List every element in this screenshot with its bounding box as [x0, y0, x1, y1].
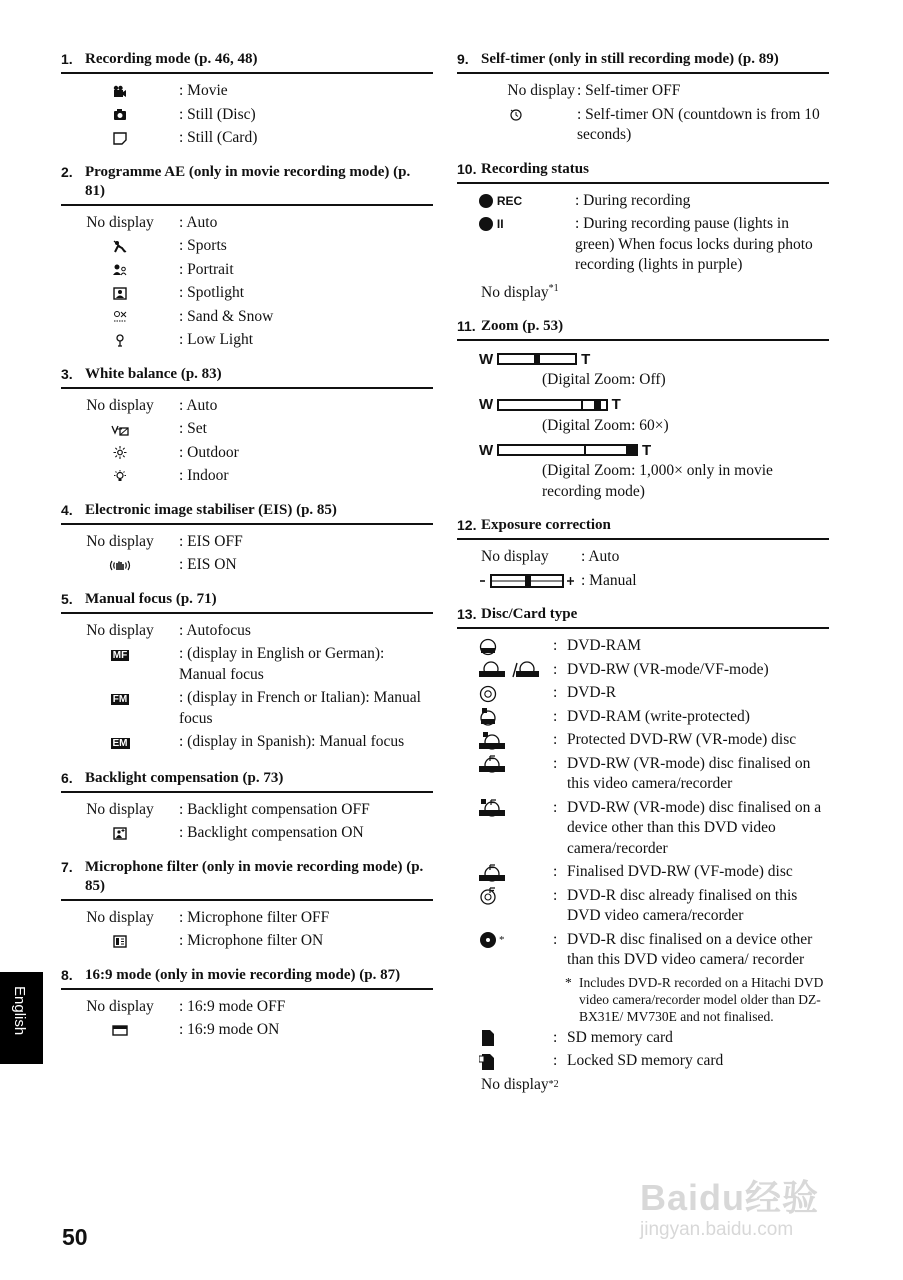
section-exposure: 12. Exposure correction No display : Auto : Manual [457, 516, 829, 591]
language-side-tab: English [0, 972, 43, 1064]
section-title: Recording status [481, 160, 589, 177]
section-programme-ae: 2. Programme AE (only in movie recording mode) (p. 81) No display : Auto : Sports : Portrait : Spotlight : Sand & Snow : Low Light [61, 163, 433, 351]
exposure-scale-icon [479, 573, 575, 589]
section-title: Programme AE (only in movie recording mode) (p. 81) [85, 163, 411, 199]
wb-set-icon [111, 423, 129, 436]
section-recording-status: 10. Recording status REC : During recording II : During recording pause (lights in green) When focus locks during photo recording (lights in purple) No display$^{*1}$ [457, 160, 829, 304]
list-item: : Sports [61, 236, 433, 257]
backlight-icon [113, 827, 127, 840]
list-item: No display : EIS OFF [86, 532, 243, 550]
list-item: : Movie [61, 81, 433, 102]
zoom-bar [497, 399, 607, 411]
zoom-bar [497, 353, 577, 365]
list-item: : EIS ON [61, 555, 433, 576]
list-item: : DVD-R disc already finalised on this DVD video camera/recorder [457, 886, 829, 927]
sun-icon [113, 446, 127, 459]
list-item: : Locked SD memory card [457, 1051, 829, 1072]
dvd-rw-icon [479, 661, 539, 679]
list-item: No display : 16:9 mode OFF [86, 997, 286, 1015]
section-recording-mode: 1. Recording mode (p. 46, 48) : Movie : Still (Disc) : Still (Card) [61, 50, 433, 149]
sd-card-icon [479, 1029, 497, 1047]
list-item: : Outdoor [61, 443, 433, 464]
section-title: Recording mode (p. 46, 48) [85, 51, 258, 67]
dvd-rw-vf-finalised-icon [479, 864, 505, 882]
list-item: * : DVD-R disc finalised on a device other than this DVD video camera/ recorder [457, 930, 829, 971]
zoom-digital-divider [584, 444, 586, 456]
section-title: Zoom (p. 53) [481, 318, 564, 335]
list-item: MF : (display in English or German): Manual focus [112, 645, 385, 683]
section-title: Electronic image stabiliser (EIS) (p. 85) [85, 501, 337, 518]
still-camera-icon [113, 108, 127, 121]
list-item: : DVD-RAM (write-protected) [457, 707, 829, 728]
list-item: : DVD-R [457, 683, 829, 704]
list-item: : Still (Card) [61, 128, 433, 149]
list-item: No display : Auto [86, 213, 218, 231]
bulb-icon [113, 470, 127, 483]
dvd-rw-protected-icon [479, 732, 505, 750]
section-title: Disc/Card type [481, 606, 578, 623]
zoom-indicator: W T (Digital Zoom: 1,000× only in movie recording mode) [479, 441, 773, 500]
dvd-r-icon [479, 685, 497, 703]
list-item: No display : Backlight compensation OFF [86, 800, 370, 818]
sports-icon [113, 240, 127, 253]
mic-filter-icon [113, 935, 127, 948]
section-title: Self-timer (only in still recording mode) (p. 89) [481, 51, 779, 67]
list-item: : 16:9 mode ON [61, 1020, 433, 1041]
list-item: No display : Autofocus [86, 621, 251, 639]
list-item: : DVD-RW (VR-mode/VF-mode) [457, 660, 829, 681]
section-16-9-mode: 8. 16:9 mode (only in movie recording mode) (p. 87) No display : 16:9 mode OFF : 16:9 mode ON [61, 966, 433, 1041]
zoom-position-marker [581, 399, 601, 411]
list-item: : Sand & Snow [61, 307, 433, 328]
list-item: REC : During recording [457, 191, 829, 212]
zoom-position-marker [626, 444, 636, 456]
low-light-icon [113, 334, 127, 347]
section-mic-filter: 7. Microphone filter (only in movie recording mode) (p. 85) No display : Microphone filter OFF : Microphone filter ON [61, 858, 433, 952]
eis-hand-icon [109, 559, 131, 572]
section-title: Backlight compensation (p. 73) [85, 769, 284, 786]
list-item: No display : Auto [481, 548, 620, 566]
section-title: Manual focus (p. 71) [85, 590, 217, 607]
em-badge: EM [112, 738, 128, 749]
list-item: No display : Auto [86, 396, 218, 414]
section-backlight: 6. Backlight compensation (p. 73) No display : Backlight compensation OFF : Backlight compensation ON [61, 769, 433, 844]
portrait-icon [113, 263, 127, 276]
list-item: : Low Light [61, 330, 433, 351]
section-self-timer: 9. Self-timer (only in still recording mode) (p. 89) No display : Self-timer OFF : Self-timer ON (countdown is from 10 seconds) [457, 50, 829, 146]
sand-snow-icon [113, 310, 127, 323]
zoom-position-marker [534, 353, 540, 365]
list-item: : DVD-RW (VR-mode) disc finalised on this video camera/recorder [457, 754, 829, 795]
dvd-rw-finalised-other-icon [479, 799, 505, 817]
self-timer-icon [509, 108, 523, 121]
section-title: 16:9 mode (only in movie recording mode) (p. 87) [85, 966, 401, 983]
list-item: : DVD-RW (VR-mode) disc finalised on a device other than this DVD video camera/recorder [457, 798, 829, 860]
zoom-indicator: W T (Digital Zoom: 60×) [479, 396, 669, 434]
list-item: : DVD-RAM [457, 636, 829, 657]
list-item: : Microphone filter ON [61, 931, 433, 952]
dvd-rw-finalised-icon [479, 755, 505, 773]
zoom-bar [497, 444, 638, 456]
list-item: : Self-timer ON (countdown is from 10 seconds) [457, 105, 829, 146]
watermark: Baidu经验 jingyan.baidu.com [640, 1177, 820, 1240]
section-disc-card-type: 13. Disc/Card type : DVD-RAM : DVD-RW (VR-mode/VF-mode) : DVD-R : DVD-RAM (write-protected) : Protected DVD-RW (VR-mode) disc : DVD-RW (VR-mode) disc finalised on this video camera/recorder : DVD-RW (VR-mode) disc finalised on a device other than this DVD video camera/recorder : Finalised DVD-RW (VF-mode) disc : DVD-R disc already finalised on this DVD video camera/recorder * : DVD-R disc finalised on a device other than this DVD video camera/ recorder * Includes DVD-R recorded on a Hitachi DVD video camera/recorder model older than DZ-BX31E/ MV730E and not finalised. : SD memory card : Locked SD memory card No display *2 [457, 605, 829, 1095]
section-manual-focus: 5. Manual focus (p. 71) No display : Autofocus MF : (display in English or German): Manual focus FM : (display in French or Italian): Manual focus EM : (display in Spanish): Manual focus [61, 590, 433, 755]
list-item: II : During recording pause (lights in green) When focus locks during photo recording (lights in purple) [457, 214, 829, 276]
zoom-indicator: W T (Digital Zoom: Off) [479, 350, 666, 389]
section-title: White balance (p. 83) [85, 365, 222, 382]
section-white-balance: 3. White balance (p. 83) No display : Auto : Set : Outdoor : Indoor [61, 365, 433, 487]
mf-badge: MF [112, 650, 128, 661]
list-item: : Finalised DVD-RW (VF-mode) disc [457, 862, 829, 883]
list-item: FM : (display in French or Italian): Manual focus [112, 689, 421, 727]
sd-card-locked-icon [479, 1053, 497, 1071]
right-column [457, 50, 829, 1109]
dvd-ram-locked-icon [479, 708, 497, 726]
list-item: No display : Microphone filter OFF [86, 908, 330, 926]
list-item: : Backlight compensation ON [61, 823, 433, 844]
list-item: : SD memory card [457, 1028, 829, 1049]
list-item: : Protected DVD-RW (VR-mode) disc [457, 730, 829, 751]
footnote: * Includes DVD-R recorded on a Hitachi DVD video camera/recorder model older than DZ-BX31E/ MV730E and not finalised. [565, 974, 824, 1024]
list-item: No display *2 [481, 1075, 559, 1093]
left-column [61, 50, 433, 1055]
list-item: EM : (display in Spanish): Manual focus [112, 733, 405, 750]
movie-camera-icon [113, 85, 127, 98]
section-zoom: 11. Zoom (p. 53) W T (Digital Zoom: Off) W T (Digital Zoom: 60×) W T (Digital Zoom: 1,000× only in movie recording mode) [457, 317, 829, 502]
list-item: : Spotlight [61, 283, 433, 304]
list-item: : Portrait [61, 260, 433, 281]
list-item: No display$^{*1}$ [481, 282, 559, 301]
section-eis: 4. Electronic image stabiliser (EIS) (p. 85) No display : EIS OFF : EIS ON [61, 501, 433, 576]
spotlight-icon [113, 287, 127, 300]
record-dot-icon [479, 194, 493, 208]
page-number: 50 [62, 1224, 88, 1250]
fm-badge: FM [112, 694, 128, 705]
dvd-r-finalised-icon [479, 887, 497, 905]
list-item: : Set [61, 419, 433, 440]
record-dot-icon [479, 217, 493, 231]
section-title: Exposure correction [481, 517, 611, 534]
card-icon [113, 132, 127, 145]
wide-screen-icon [112, 1024, 128, 1037]
list-item: No display : Self-timer OFF [507, 82, 681, 99]
list-item: : Indoor [61, 466, 433, 487]
list-item: : Manual [457, 571, 829, 592]
section-title: Microphone filter (only in movie recording mode) (p. 85) [85, 858, 424, 894]
dvd-ram-icon [479, 638, 497, 656]
list-item: : Still (Disc) [61, 105, 433, 126]
